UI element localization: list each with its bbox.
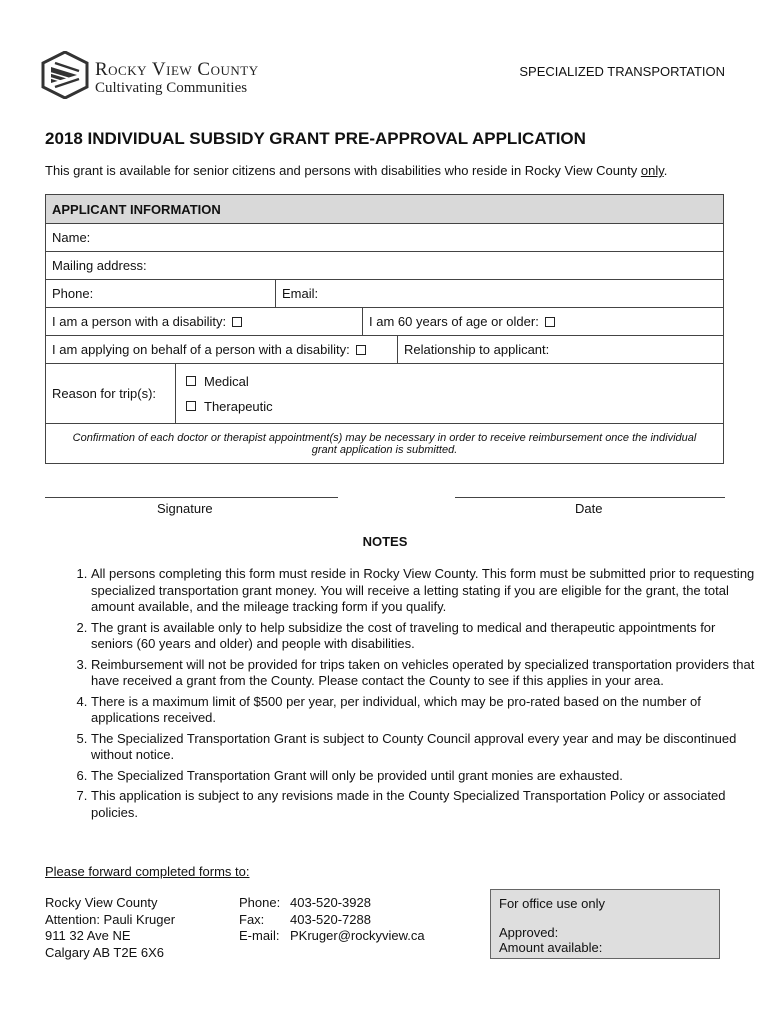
intro-emphasis: only (640, 163, 664, 178)
list-item: 4. There is a maximum limit of $500 per year, per individual, which may be pro-rated based on the number of applications received. (91, 694, 756, 727)
signature-label: Signature (157, 501, 213, 516)
form-section-header: APPLICANT INFORMATION (46, 195, 723, 223)
medical-checkbox[interactable] (186, 376, 196, 386)
reason-label: Reason for trip(s): (52, 386, 157, 401)
page-title: 2018 INDIVIDUAL SUBSIDY GRANT PRE-APPROVAL APPLICATION (45, 129, 586, 148)
reason-row (46, 363, 723, 423)
behalf-checkbox[interactable] (356, 345, 366, 355)
disability-option: I am a person with a disability: (46, 308, 362, 335)
address-field[interactable]: Mailing address: (52, 258, 147, 273)
approved-label: Approved: (499, 925, 559, 940)
org-name: Rocky View County (95, 59, 259, 80)
logo-mark-icon (41, 51, 89, 99)
list-item: 3. Reimbursement will not be provided for trips taken on vehicles operated by specialized transportation providers that have received a grant from the County. Please contact the County to see if this applies in your area. (91, 657, 756, 690)
county-logo (41, 51, 291, 101)
senior-checkbox[interactable] (545, 317, 555, 327)
notes-title: NOTES (362, 534, 408, 549)
date-label: Date (575, 501, 603, 516)
intro-text: This grant is available for senior citizens and persons with disabilities who reside in Rocky View County only. (45, 163, 668, 178)
date-line[interactable] (455, 497, 725, 498)
email-field[interactable]: Email: (275, 280, 723, 307)
confirmation-row (46, 423, 723, 463)
confirmation-note: Confirmation of each doctor or therapist appointment(s) may be necessary in order to receive reimbursement once the individual grant application is submitted. (72, 432, 697, 456)
address-row (46, 251, 723, 279)
name-field[interactable]: Name: (52, 230, 91, 245)
amount-label: Amount available: (499, 940, 603, 955)
phone-field[interactable]: Phone: (52, 286, 94, 301)
notes-list (65, 566, 756, 825)
list-item: 2. The grant is available only to help subsidize the cost of traveling to medical and therapeutic appointments for seniors (60 years and older) and people with disabilities. (91, 620, 756, 653)
behalf-row (46, 335, 723, 363)
reason-medical: Medical (186, 374, 249, 389)
eligibility-row (46, 307, 723, 335)
name-row (46, 223, 723, 251)
reason-therapeutic: Therapeutic (186, 399, 273, 414)
list-item: 5. The Specialized Transportation Grant is subject to County Council approval every year and may be discontinued without notice. (91, 731, 756, 764)
behalf-option: I am applying on behalf of a person with a disability: (46, 336, 397, 363)
signature-line[interactable] (45, 497, 338, 498)
reason-options (175, 364, 723, 423)
mailing-address: Rocky View County Attention: Pauli Kruger 911 32 Ave NE Calgary AB T2E 6X6 (45, 895, 176, 960)
applicant-form (45, 194, 724, 464)
org-tagline: Cultivating Communities (95, 80, 248, 96)
section-label: SPECIALIZED TRANSPORTATION (519, 64, 725, 79)
senior-option: I am 60 years of age or older: (362, 308, 723, 335)
email-address[interactable]: PKruger@rockyview.ca (290, 928, 425, 943)
list-item: 6. The Specialized Transportation Grant will only be provided until grant monies are exhausted. (91, 768, 756, 785)
list-item: 7. This application is subject to any revisions made in the County Specialized Transportation Policy or associated policies. (91, 788, 756, 821)
contact-values (290, 895, 425, 945)
office-use-title: For office use only (499, 896, 605, 911)
contact-labels: Phone: Fax: E-mail: (239, 895, 281, 943)
office-use-box (490, 889, 720, 959)
relationship-field[interactable]: Relationship to applicant: (397, 336, 723, 363)
therapeutic-checkbox[interactable] (186, 401, 196, 411)
forward-heading: Please forward completed forms to: (45, 864, 250, 879)
list-item: 1. All persons completing this form must reside in Rocky View County. This form must be submitted prior to requesting specialized transportation grant money. You will receive a letting stating if you are eligible for the grant, the total amount available, and the mileage tracking form if you qualify. (91, 566, 756, 616)
disability-checkbox[interactable] (232, 317, 242, 327)
phone-number: 403-520-3928 (290, 895, 371, 910)
contact-row (46, 279, 723, 307)
fax-number: 403-520-7288 (290, 911, 371, 927)
